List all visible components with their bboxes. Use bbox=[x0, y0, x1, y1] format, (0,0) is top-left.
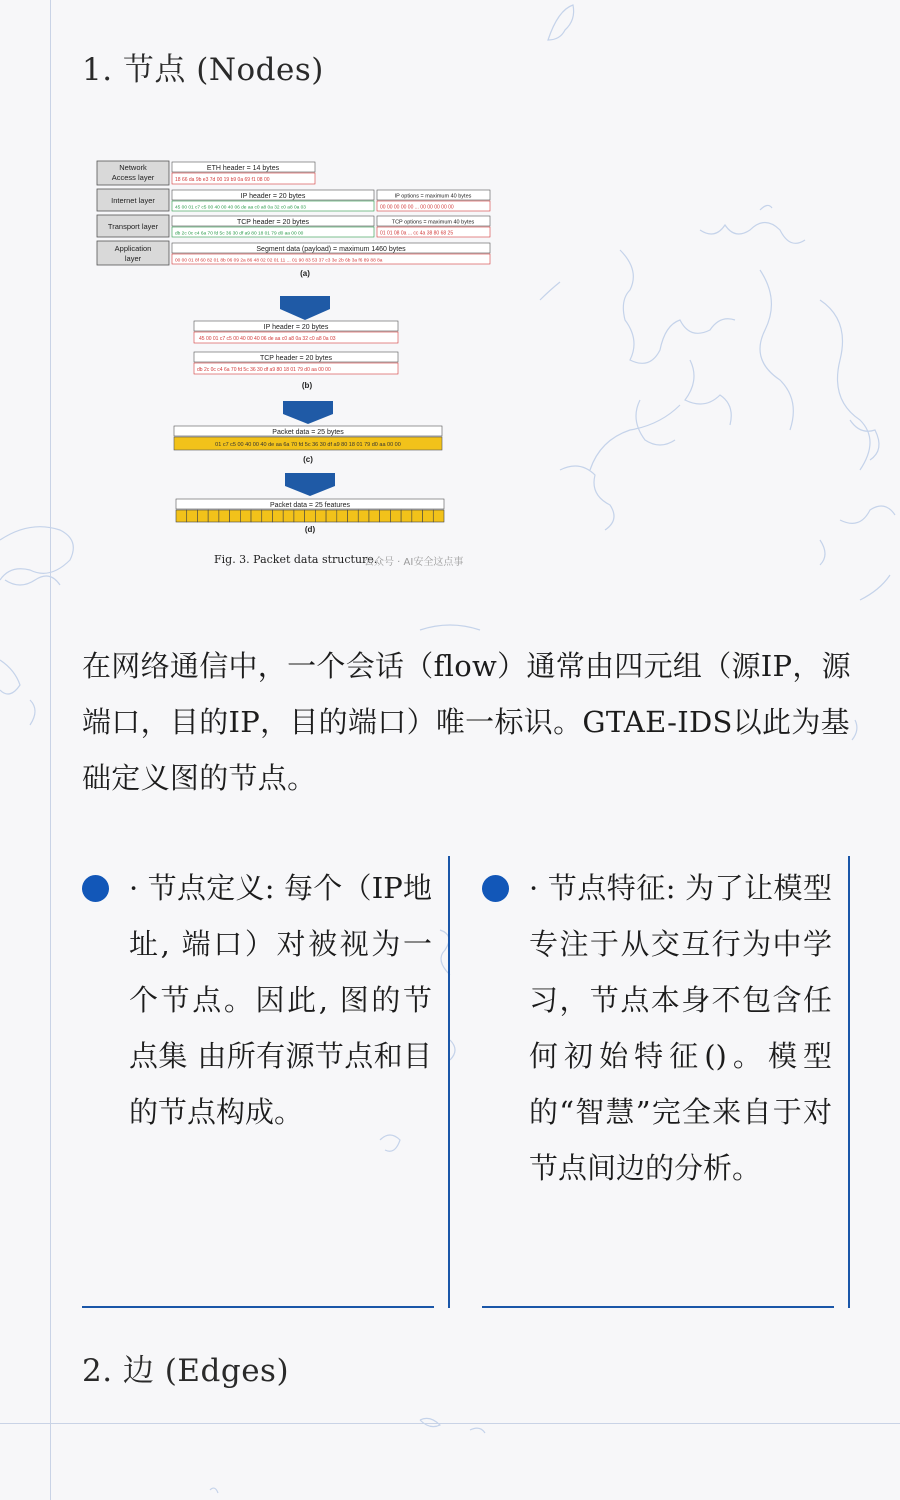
bullet-dot-icon bbox=[82, 875, 109, 902]
section-heading-nodes: 1. 节点 (Nodes) bbox=[82, 52, 324, 88]
watermark-text: 公众号 · AI安全这点事 bbox=[364, 557, 464, 568]
feature-cell bbox=[326, 510, 337, 522]
layer-application: Application bbox=[114, 244, 152, 253]
tcp-header-label: TCP header = 20 bytes bbox=[236, 219, 310, 226]
feature-cell bbox=[251, 510, 262, 522]
c-packet-data-bytes: 01 c7 c5 00 40 00 40 de aa 6a 70 fd 5c 36 30 df a9 80 18 01 79 d0 aa 00 00 bbox=[215, 442, 401, 448]
feature-cell bbox=[315, 510, 326, 522]
feature-cell bbox=[176, 510, 187, 522]
feature-cell bbox=[401, 510, 412, 522]
feature-cell bbox=[240, 510, 251, 522]
tcp-header-bytes: db 2c 0c c4 6a 70 fd 5c 36 30 df a9 80 18 01 79 d0 aa 00 00 bbox=[175, 231, 304, 237]
margin-guide-vertical bbox=[50, 0, 51, 1500]
figure-label-d: (d) bbox=[304, 525, 316, 534]
feature-cell bbox=[358, 510, 369, 522]
card-border-bottom bbox=[82, 1306, 434, 1308]
feature-cell bbox=[433, 510, 444, 522]
card-border-bottom bbox=[482, 1306, 834, 1308]
body-paragraph: 在网络通信中，一个会话（flow）通常由四元组（源IP，源端口，目的IP，目的端口）唯一标识。GTAE-IDS以此为基础定义图的节点。 bbox=[82, 649, 851, 795]
ip-header-label: IP header = 20 bytes bbox=[240, 193, 306, 200]
bullet-dot-icon bbox=[482, 875, 509, 902]
packet-structure-figure bbox=[92, 155, 502, 575]
eth-header-bytes: 18 66 da 9b e3 7d 00 19 b9 0a 69 f1 08 00 bbox=[175, 177, 270, 183]
feature-cell bbox=[294, 510, 305, 522]
feature-cell bbox=[348, 510, 359, 522]
payload-bytes: 00 00 01 8f 60 82 01 8b 06 09 2a 86 48 02 02 01 11 ... 01 90 83 53 37 c3 3e 2b 6b 3a f6 89 88 8a bbox=[175, 258, 383, 264]
d-feature-cells bbox=[176, 510, 444, 522]
layer-labels bbox=[97, 161, 169, 265]
figure-caption: Fig. 3. Packet data structure. bbox=[214, 553, 378, 566]
margin-guide-horizontal bbox=[0, 1423, 900, 1424]
figure-label-b: (b) bbox=[301, 381, 313, 390]
card-node-features bbox=[482, 860, 850, 1308]
feature-cell bbox=[219, 510, 230, 522]
feature-cell bbox=[305, 510, 316, 522]
feature-cell bbox=[337, 510, 348, 522]
feature-cell bbox=[380, 510, 391, 522]
b-ip-header-bytes: 45 00 01 c7 c5 00 40 00 40 06 de aa c0 a8 0a 32 c0 a8 0a 03 bbox=[199, 336, 336, 342]
card-node-definition bbox=[82, 860, 450, 1308]
ip-options-bytes: 00 00 00 00 00 ... 00 00 00 00 00 bbox=[380, 204, 454, 211]
feature-cell bbox=[208, 510, 219, 522]
feature-cell bbox=[272, 510, 283, 522]
section-heading-edges: 2. 边 (Edges) bbox=[82, 1353, 290, 1389]
down-arrow-icon bbox=[285, 473, 335, 496]
card-text: · 节点定义: 每个（IP地址, 端口）对被视为一个节点。因此, 图的节点集 由所有源节点和目的节点构成。 bbox=[129, 871, 432, 1129]
feature-cell bbox=[423, 510, 434, 522]
b-tcp-header-label: TCP header = 20 bytes bbox=[259, 355, 333, 362]
b-ip-header-label: IP header = 20 bytes bbox=[263, 324, 329, 331]
eth-header-label: ETH header = 14 bytes bbox=[206, 165, 280, 172]
down-arrow-icon bbox=[280, 296, 330, 320]
b-tcp-header-bytes: db 2c 0c c4 6a 70 fd 5c 36 30 df a9 80 18 01 79 d0 aa 00 00 bbox=[197, 367, 331, 373]
feature-cell bbox=[262, 510, 273, 522]
figure-label-a: (a) bbox=[300, 269, 310, 278]
svg-text:layer: layer bbox=[124, 254, 142, 263]
card-border-right bbox=[448, 856, 450, 1308]
feature-cell bbox=[197, 510, 208, 522]
feature-cell bbox=[412, 510, 423, 522]
feature-cell bbox=[230, 510, 241, 522]
svg-text:Access layer: Access layer bbox=[111, 173, 155, 182]
tcp-options-label: TCP options = maximum 40 bytes bbox=[391, 219, 475, 226]
down-arrow-icon bbox=[283, 401, 333, 424]
ip-header-bytes: 45 00 01 c7 c5 00 40 00 40 06 de aa c0 a8 0a 32 c0 a8 0a 03 bbox=[175, 205, 306, 211]
figure-label-c: (c) bbox=[303, 455, 313, 464]
feature-cell bbox=[390, 510, 401, 522]
payload-label: Segment data (payload) = maximum 1460 bytes bbox=[256, 246, 406, 253]
layer-internet: Internet layer bbox=[111, 196, 155, 205]
c-packet-data-label: Packet data = 25 bytes bbox=[272, 429, 344, 436]
feature-cell bbox=[187, 510, 198, 522]
layer-transport: Transport layer bbox=[107, 222, 159, 231]
ip-options-label: IP options = maximum 40 bytes bbox=[394, 193, 472, 200]
layer-network-access: Network bbox=[119, 163, 147, 172]
feature-cell bbox=[283, 510, 294, 522]
card-text: · 节点特征: 为了让模型专注于从交互行为中学习，节点本身不包含任何初始特征()。模型的“智慧”完全来自于对节点间边的分析。 bbox=[529, 871, 832, 1185]
card-border-right bbox=[848, 856, 850, 1308]
tcp-options-bytes: 01 01 08 0a ... cc 4a 38 80 68 25 bbox=[380, 230, 454, 237]
feature-cell bbox=[369, 510, 380, 522]
d-packet-features-label: Packet data = 25 features bbox=[270, 502, 350, 509]
